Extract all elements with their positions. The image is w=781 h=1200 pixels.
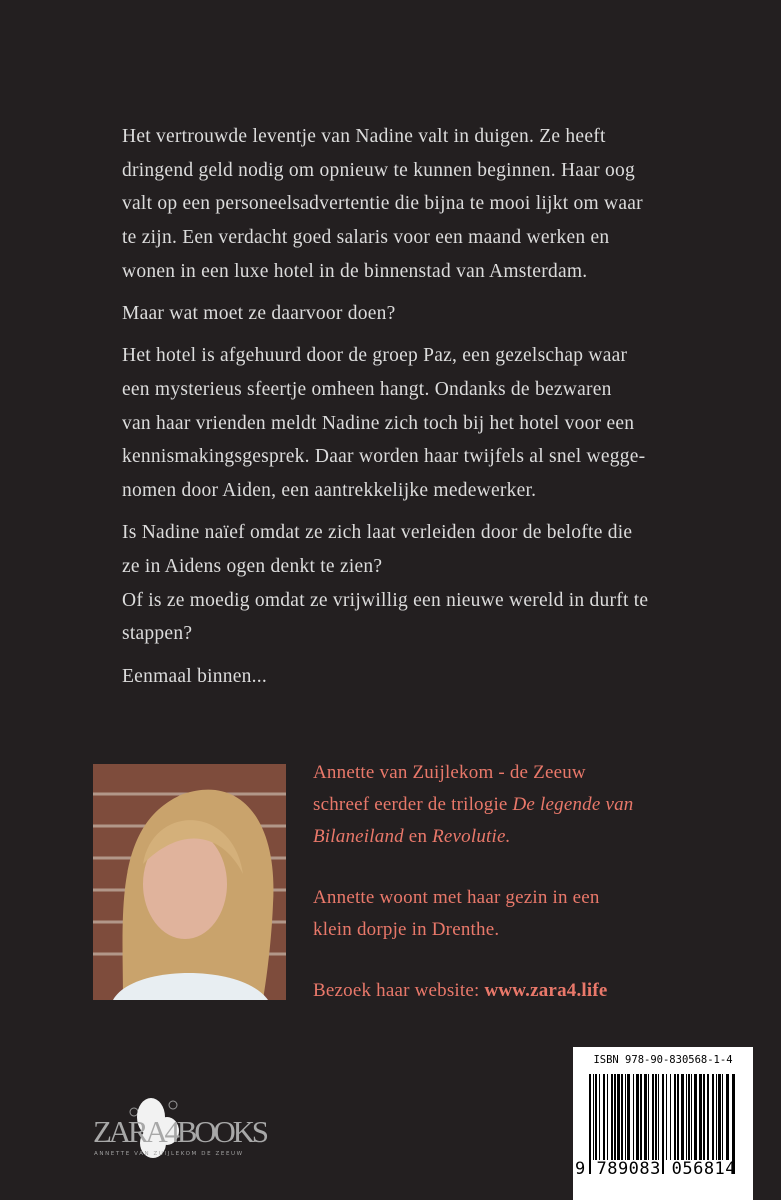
barcode-bar: [621, 1074, 623, 1160]
barcode-bar: [648, 1074, 649, 1160]
barcode-bar: [670, 1074, 671, 1160]
barcode-bar: [674, 1074, 676, 1160]
bio-line: Annette woont met haar gezin in een: [313, 887, 600, 908]
barcode-bar: [655, 1074, 657, 1160]
book-title: Revolutie.: [432, 826, 511, 847]
barcode-bar: [617, 1074, 620, 1160]
blurb-paragraph: [122, 297, 742, 331]
blurb-paragraph: [122, 516, 742, 651]
publisher-logo: [93, 1095, 273, 1165]
barcode-bar: [627, 1074, 630, 1160]
bio-text: en: [403, 826, 433, 847]
barcode-bar: [703, 1074, 705, 1160]
blurb-text: [122, 120, 742, 702]
barcode-bar: [633, 1074, 634, 1160]
barcode-bar: [688, 1074, 690, 1160]
barcode-bar: [716, 1074, 717, 1160]
isbn-number: ISBN 978-90-830568-1-4: [593, 1054, 733, 1066]
barcode-bar: [644, 1074, 647, 1160]
blurb-line: van haar vrienden meldt Nadine zich toch bij het hotel voor een: [122, 412, 635, 434]
barcode-bar: [658, 1074, 659, 1160]
barcode-bar: [607, 1074, 608, 1160]
blurb-line: Het hotel is afgehuurd door de groep Paz, een gezelschap waar: [122, 345, 628, 367]
barcode-bar: [595, 1074, 597, 1160]
barcode-bar: [666, 1074, 667, 1160]
barcode-bar: [691, 1074, 692, 1160]
barcode-bar: [603, 1074, 605, 1160]
barcode-bar: [694, 1074, 697, 1160]
blurb-line: nomen door Aiden, een aantrekkelijke medewerker.: [122, 480, 537, 502]
blurb-line: ze in Aidens ogen denkt te zien?: [122, 555, 383, 577]
bio-line: klein dorpje in Drenthe.: [313, 919, 500, 940]
barcode-bar: [722, 1074, 723, 1160]
barcode-bar: [611, 1074, 613, 1160]
barcode-bar: [625, 1074, 626, 1160]
barcode-bar: [718, 1074, 721, 1160]
website-label: Bezoek haar website:: [313, 980, 485, 1001]
barcode-bar: [593, 1074, 594, 1160]
barcode-bar: [614, 1074, 616, 1160]
blurb-line: stappen?: [122, 623, 193, 645]
blurb-line: te zijn. Een verdacht goed salaris voor een maand werken en: [122, 227, 610, 249]
logo-tagline: ANNETTE VAN ZUIJLEKOM DE ZEEUW: [94, 1151, 244, 1157]
blurb-line: kennismakingsgesprek. Daar worden haar twijfels al snel wegge-: [122, 446, 646, 468]
barcode-bar: [652, 1074, 654, 1160]
blurb-paragraph: [122, 660, 742, 694]
blurb-line: Eenmaal binnen...: [122, 665, 268, 687]
bio-text: schreef eerder de trilogie: [313, 794, 513, 815]
blurb-line: Maar wat moet ze daarvoor doen?: [122, 303, 396, 325]
barcode-bar: [707, 1074, 709, 1160]
blurb-line: Of is ze moedig omdat ze vrijwillig een nieuwe wereld in durft te: [122, 589, 649, 611]
bio-line: Annette van Zuijlekom - de Zeeuw: [313, 762, 586, 783]
barcode-bar: [599, 1074, 600, 1160]
author-bio: [313, 757, 633, 1036]
blurb-line: Het vertrouwde leventje van Nadine valt in duigen. Ze heeft: [122, 126, 606, 147]
barcode-bar: [699, 1074, 702, 1160]
barcode-bar: [726, 1074, 729, 1160]
blurb-line: wonen in een luxe hotel in de binnenstad van Amsterdam.: [122, 260, 588, 282]
logo-wordmark: ZARA4BOOKS: [93, 1114, 269, 1149]
book-title: De legende van: [512, 794, 634, 815]
book-title: Bilaneiland: [313, 826, 404, 847]
barcode-bar: [712, 1074, 714, 1160]
barcode-bar: [686, 1074, 687, 1160]
ean-number: 9 789083 056814: [575, 1159, 737, 1179]
barcode-bar: [681, 1074, 684, 1160]
blurb-line: dringend geld nodig om opnieuw te kunnen beginnen. Haar oog: [122, 159, 635, 181]
barcode-bar: [636, 1074, 639, 1160]
barcode-bar: [640, 1074, 642, 1160]
blurb-line: Is Nadine naïef omdat ze zich laat verleiden door de belofte die: [122, 522, 633, 544]
blurb-paragraph: [122, 120, 742, 289]
blurb-line: valt op een personeelsadvertentie die bijna te mooi lijkt om waar: [122, 193, 643, 215]
isbn-barcode: [573, 1047, 753, 1200]
website-link[interactable]: www.zara4.life: [484, 980, 608, 1001]
author-photo: [93, 764, 286, 1000]
barcode-bar: [677, 1074, 679, 1160]
blurb-paragraph: [122, 339, 742, 508]
blurb-line: een mysterieus sfeertje omheen hangt. Ondanks de bezwaren: [122, 378, 612, 400]
